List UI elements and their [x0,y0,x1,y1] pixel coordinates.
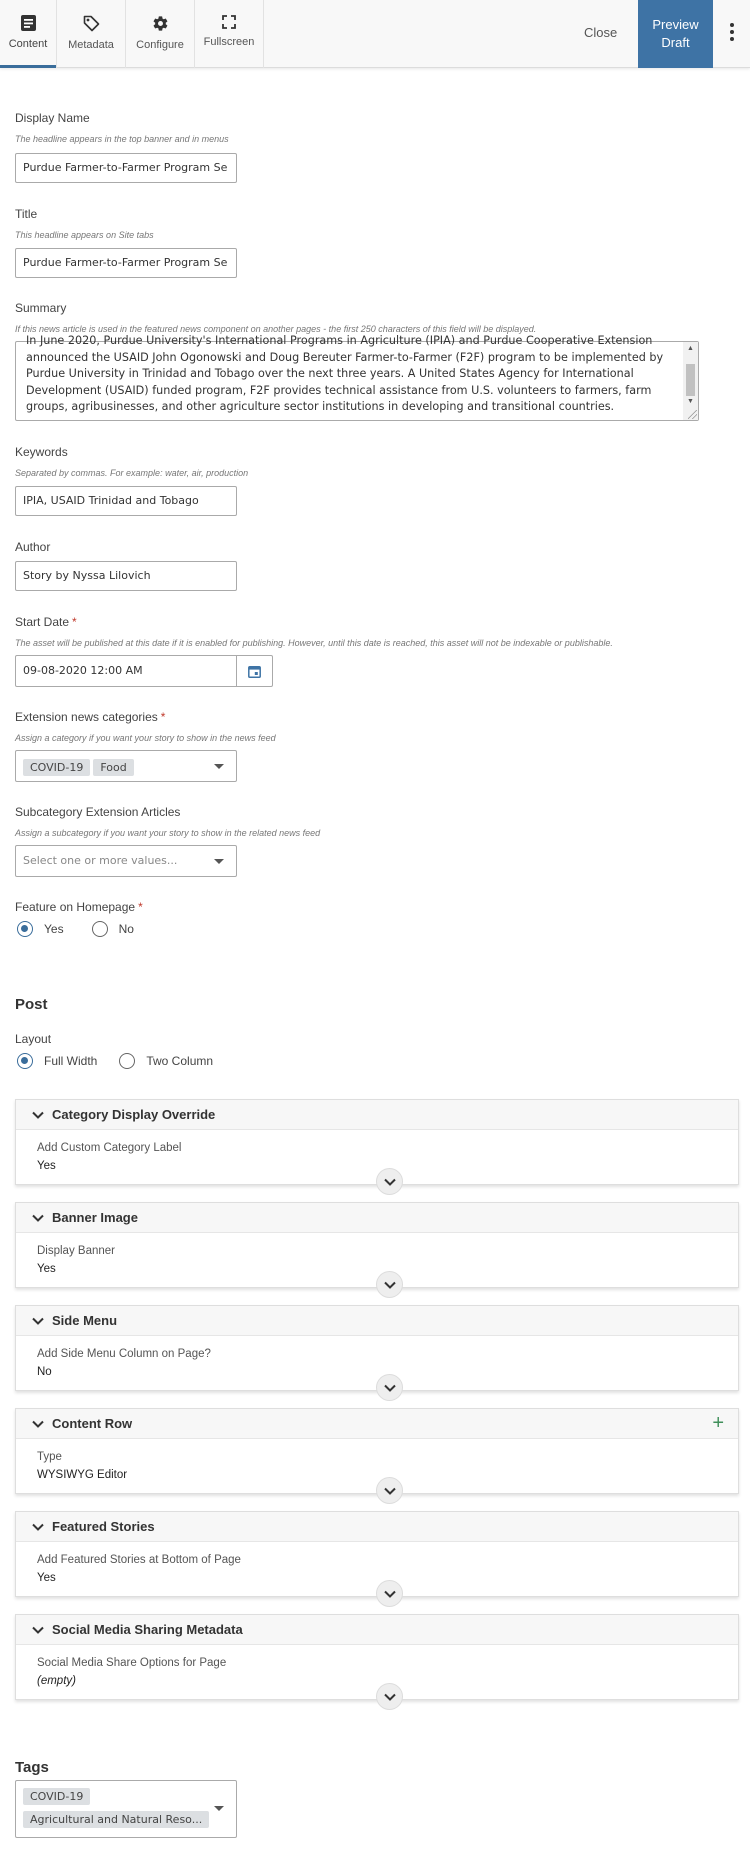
panel-title: Social Media Sharing Metadata [52,1622,243,1637]
chevron-down-icon [31,1111,45,1119]
panel-header[interactable] [16,1615,738,1645]
close-button[interactable]: Close [584,25,618,40]
radio-label: Two Column [146,1054,214,1068]
scroll-down-icon[interactable]: ▼ [687,398,694,405]
panel-featured-stories [15,1511,739,1597]
tab-content[interactable] [0,0,56,68]
panel-header[interactable] [16,1100,738,1130]
expand-panel-button[interactable] [376,1271,403,1298]
panel-banner-image [15,1202,739,1288]
display-name-label: Display Name [15,111,90,125]
draft-label: Draft [661,35,690,50]
add-row-icon[interactable]: + [712,1412,724,1434]
tab-label: Metadata [68,39,114,51]
radio-label: Yes [44,922,64,936]
chevron-down-icon[interactable] [214,764,224,769]
start-date-input[interactable]: 09-08-2020 12:00 AM [15,655,237,687]
radio-label: No [118,922,134,936]
expand-panel-button[interactable] [376,1580,403,1607]
news-categories-select[interactable] [15,750,237,782]
required-marker: * [160,710,166,724]
panel-content-row [15,1408,739,1494]
tab-label: Fullscreen [203,36,255,48]
author-input[interactable]: Story by Nyssa Lilovich [15,561,237,591]
calendar-button[interactable] [236,655,273,687]
feature-yes-option[interactable] [17,921,64,937]
tag-chip[interactable]: Agricultural and Natural Reso... [23,1811,209,1828]
panel-field-value: Yes [37,1263,56,1275]
subcategory-select[interactable] [15,845,237,877]
chevron-down-icon [384,1487,396,1495]
summary-label: Summary [15,301,67,315]
start-date-hint: The asset will be published at this date if it is enabled for publishing. However, until this date is reached, this asset will not be indexable or publishable. [15,638,613,648]
chevron-down-icon [384,1590,396,1598]
panel-field-value: No [37,1366,52,1378]
subcategory-placeholder: Select one or more values... [23,854,178,867]
scroll-up-icon[interactable]: ▲ [687,345,694,352]
panel-field-value: Yes [37,1160,56,1172]
expand-panel-button[interactable] [376,1477,403,1504]
tab-label: Content [8,38,48,50]
tab-fullscreen[interactable] [195,0,263,68]
expand-panel-button[interactable] [376,1683,403,1710]
panel-header[interactable] [16,1512,738,1542]
radio-two-column[interactable] [119,1053,135,1069]
editor-toolbar [0,0,750,68]
panel-title: Content Row [52,1416,133,1431]
display-name-input[interactable]: Purdue Farmer-to-Farmer Program Se [15,153,237,183]
panel-field-value: (empty) [37,1675,76,1687]
subcategory-label: Subcategory Extension Articles [15,805,181,819]
calendar-icon [248,665,261,678]
display-name-hint: The headline appears in the top banner and in menus [15,134,229,144]
chevron-down-icon [31,1420,45,1428]
expand-panel-button[interactable] [376,1374,403,1401]
layout-radio-group [17,1053,213,1069]
chevron-down-icon [384,1384,396,1392]
panel-title: Featured Stories [52,1519,155,1534]
summary-text: In June 2020, Purdue University's International Programs in Agriculture (IPIA) and Purdue Cooperative Extension announced the USAID John Ogonowski and Doug Bereuter Farmer-to-Farmer (F2F) program to be implemented by Purdue University in Trinidad and Tobago over the next three years. A United States Agency for International Development (USAID) funded program, F2F provides technical assistance from U.S. volunteers to farmers, farm groups, agribusinesses, and other agriculture sector institutions in developing and transitional countries. [26,334,664,413]
chevron-down-icon [384,1281,396,1289]
summary-textarea[interactable] [15,334,699,421]
chevron-down-icon[interactable] [214,1806,224,1811]
gear-icon [152,15,169,32]
required-marker: * [72,615,77,629]
chevron-down-icon [384,1178,396,1186]
post-heading: Post [15,996,48,1013]
keywords-input[interactable]: IPIA, USAID Trinidad and Tobago [15,486,237,516]
news-categories-label: Extension news categories * [15,710,166,724]
tags-heading: Tags [15,1759,49,1776]
panel-header[interactable] [16,1203,738,1233]
keywords-hint: Separated by commas. For example: water, air, production [15,468,249,478]
panel-field-value: Yes [37,1572,56,1584]
news-categories-hint: Assign a category if you want your story to show in the news feed [15,733,276,743]
chevron-down-icon [31,1317,45,1325]
category-chip[interactable]: COVID-19 [23,759,90,776]
panel-field-label: Social Media Share Options for Page [37,1657,227,1669]
chevron-down-icon[interactable] [214,859,224,864]
feature-homepage-label: Feature on Homepage * [15,900,143,914]
tag-icon [83,15,100,32]
tab-label: Configure [136,39,184,51]
author-label: Author [15,540,51,554]
radio-full-width[interactable] [17,1053,33,1069]
chevron-down-icon [31,1214,45,1222]
more-options-icon[interactable] [727,23,737,43]
keywords-label: Keywords [15,445,68,459]
layout-label: Layout [15,1032,52,1046]
layout-full-width-option[interactable] [17,1053,97,1069]
tags-select[interactable] [15,1780,237,1838]
chevron-down-icon [31,1626,45,1634]
panel-category-display-override [15,1099,739,1185]
chevron-down-icon [31,1523,45,1531]
panel-social-media-sharing [15,1614,739,1700]
panel-header[interactable] [16,1306,738,1336]
tab-metadata[interactable] [57,0,125,68]
title-input[interactable]: Purdue Farmer-to-Farmer Program Se [15,248,237,278]
required-marker: * [138,900,143,914]
panel-field-label: Display Banner [37,1245,115,1257]
resize-handle-icon[interactable] [688,410,697,419]
panel-side-menu [15,1305,739,1391]
radio-no[interactable] [92,921,108,937]
panel-field-label: Add Featured Stories at Bottom of Page [37,1554,241,1566]
tab-configure[interactable] [126,0,194,68]
panel-title: Banner Image [52,1210,138,1225]
summary-scrollbar[interactable] [683,342,698,420]
panel-field-label: Add Side Menu Column on Page? [37,1348,211,1360]
panel-field-label: Add Custom Category Label [37,1142,182,1154]
title-hint: This headline appears on Site tabs [15,230,154,240]
fullscreen-icon [222,15,236,29]
title-label: Title [15,207,38,221]
preview-draft-button[interactable] [638,0,713,68]
tag-chip[interactable]: COVID-19 [23,1788,90,1805]
panel-field-label: Type [37,1451,62,1463]
panel-title: Category Display Override [52,1107,216,1122]
radio-label: Full Width [44,1054,98,1068]
content-icon [21,15,36,31]
feature-homepage-radio-group [17,921,134,937]
category-chip[interactable]: Food [93,759,133,776]
panel-header[interactable] [16,1409,738,1439]
layout-two-column-option[interactable] [119,1053,213,1069]
panel-title: Side Menu [52,1313,118,1328]
expand-panel-button[interactable] [376,1168,403,1195]
summary-hint: If this news article is used in the featured news component on another pages - the first 250 characters of this field will be displayed. [15,324,537,334]
panel-field-value: WYSIWYG Editor [37,1469,128,1481]
scrollbar-thumb[interactable] [686,364,695,396]
feature-no-option[interactable] [92,921,134,937]
subcategory-hint: Assign a subcategory if you want your story to show in the related news feed [15,828,321,838]
start-date-label: Start Date * [15,615,77,629]
radio-yes[interactable] [17,921,33,937]
chevron-down-icon [384,1693,396,1701]
preview-label: Preview [652,17,699,32]
